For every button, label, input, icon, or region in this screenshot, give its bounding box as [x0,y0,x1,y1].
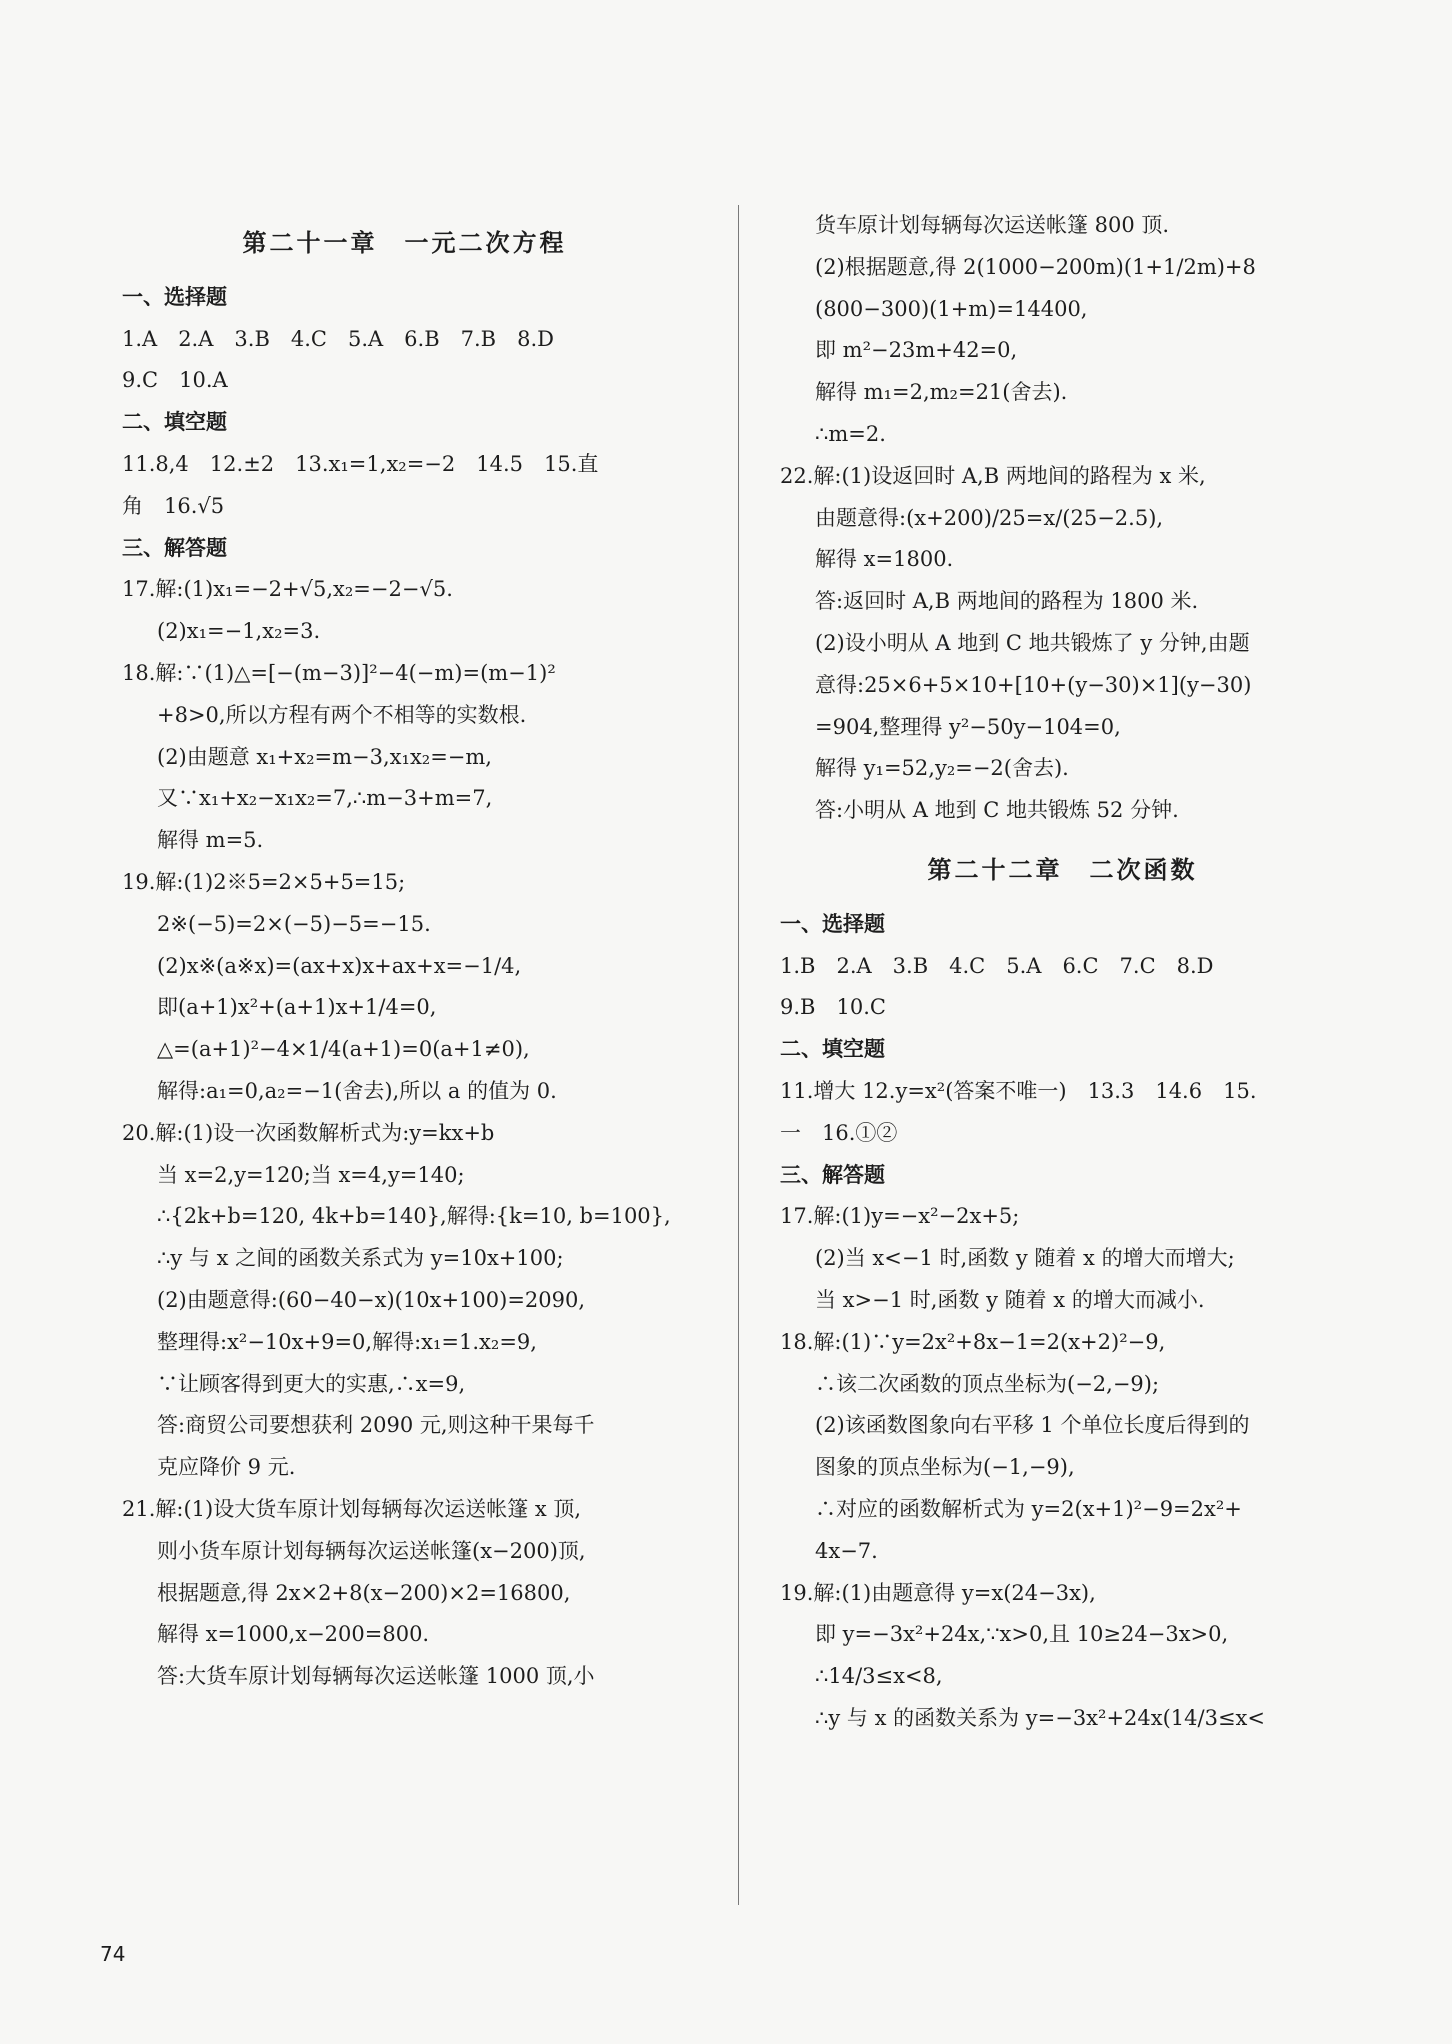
answer-line: (2)x※(a※x)=(ax+x)x+ax+x=−1/4, [157,953,522,978]
answer-line: 1.A 2.A 3.B 4.C 5.A 6.B 7.B 8.D [122,326,554,351]
answer-line: 2※(−5)=2×(−5)−5=−15. [157,911,431,936]
answer-line: (2)根据题意,得 2(1000−200m)(1+1/2m)+8 [815,254,1256,279]
answer-line: 则小货车原计划每辆每次运送帐篷(x−200)顶, [157,1538,586,1563]
answer-line: 9.B 10.C [780,995,886,1020]
answer-line: ∴14/3≤x<8, [815,1664,943,1689]
answer-line: (2)该函数图象向右平移 1 个单位长度后得到的 [815,1413,1250,1438]
chapter-title: 第二十一章 一元二次方程 [242,229,567,257]
answer-line: ∴y 与 x 的函数关系为 y=−3x²+24x(14/3≤x< [815,1705,1265,1730]
answer-line: (2)当 x<−1 时,函数 y 随着 x 的增大而增大; [815,1246,1235,1271]
answer-line: (2)由题意 x₁+x₂=m−3,x₁x₂=−m, [157,744,492,769]
answer-line: △=(a+1)²−4×1/4(a+1)=0(a+1≠0), [157,1037,530,1062]
answer-line: 11.增大 12.y=x²(答案不唯一) 13.3 14.6 15. [780,1078,1257,1103]
answer-line: 19.解:(1)由题意得 y=x(24−3x), [780,1580,1096,1605]
answer-line: 又∵x₁+x₂−x₁x₂=7,∴m−3+m=7, [157,786,493,811]
answer-line: 答:返回时 A,B 两地间的路程为 1800 米. [815,589,1199,614]
answer-line: ∴该二次函数的顶点坐标为(−2,−9); [815,1371,1160,1396]
answer-line: 当 x=2,y=120;当 x=4,y=140; [157,1162,465,1187]
answer-line: 9.C 10.A [122,368,228,393]
answer-line: 17.解:(1)y=−x²−2x+5; [780,1204,1020,1229]
answer-line: ∴对应的函数解析式为 y=2(x+1)²−9=2x²+ [815,1496,1242,1521]
answer-line: 答:小明从 A 地到 C 地共锻炼 52 分钟. [815,798,1179,823]
answer-line: (2)x₁=−1,x₂=3. [157,619,321,644]
answer-line: 20.解:(1)设一次函数解析式为:y=kx+b [122,1120,495,1145]
answer-line: 解得 x=1000,x−200=800. [157,1622,430,1647]
answer-line: 解得:a₁=0,a₂=−1(舍去),所以 a 的值为 0. [157,1078,557,1103]
section-heading: 一、选择题 [780,911,885,936]
answer-line: ∴{2k+b=120, 4k+b=140},解得:{k=10, b=100}, [157,1204,671,1229]
answer-line: 由题意得:(x+200)/25=x/(25−2.5), [815,505,1164,530]
answer-line: 根据题意,得 2x×2+8(x−200)×2=16800, [157,1580,571,1605]
left-lines [122,277,687,1698]
answer-line: 角 16.√5 [122,493,225,518]
answer-line: 11.8,4 12.±2 13.x₁=1,x₂=−2 14.5 15.直 [122,451,599,476]
answer-line: (2)由题意得:(60−40−x)(10x+100)=2090, [157,1287,586,1312]
answer-line: 解得 m₁=2,m₂=21(舍去). [815,380,1068,405]
left-column [122,205,687,1698]
answer-line: 22.解:(1)设返回时 A,B 两地间的路程为 x 米, [780,463,1206,488]
section-heading: 一、选择题 [122,284,227,309]
answer-line: (2)设小明从 A 地到 C 地共锻炼了 y 分钟,由题 [815,630,1250,655]
answer-line: 1.B 2.A 3.B 4.C 5.A 6.C 7.C 8.D [780,953,1214,978]
answer-line: 即 m²−23m+42=0, [815,338,1018,363]
answer-line: 18.解:(1)∵y=2x²+8x−1=2(x+2)²−9, [780,1329,1166,1354]
right-lines-before [780,205,1345,832]
section-heading: 二、填空题 [122,410,227,435]
answer-line: 一 16.①② [780,1120,898,1145]
answer-line: 克应降价 9 元. [157,1455,296,1480]
column-divider [738,205,739,1905]
answer-line: 19.解:(1)2※5=2×5+5=15; [122,869,406,894]
right-column [780,205,1345,1740]
answer-line: +8>0,所以方程有两个不相等的实数根. [157,702,527,727]
answer-line: ∴y 与 x 之间的函数关系式为 y=10x+100; [157,1246,564,1271]
answer-line: 解得 m=5. [157,828,264,853]
answer-line: (800−300)(1+m)=14400, [815,296,1088,321]
chapter-title: 第二十二章 二次函数 [927,855,1198,884]
answer-line: =904,整理得 y²−50y−104=0, [815,714,1121,739]
answer-line: 17.解:(1)x₁=−2+√5,x₂=−2−√5. [122,577,453,602]
answer-line: 货车原计划每辆每次运送帐篷 800 顶. [815,213,1170,237]
answer-line: 即 y=−3x²+24x,∵x>0,且 10≥24−3x>0, [815,1622,1229,1647]
answer-line: 18.解:∵(1)△=[−(m−3)]²−4(−m)=(m−1)² [122,660,556,685]
answer-line: 答:商贸公司要想获利 2090 元,则这种干果每千 [157,1413,595,1438]
section-heading: 三、解答题 [122,535,227,560]
answer-line: 图象的顶点坐标为(−1,−9), [815,1455,1075,1480]
answer-line: 21.解:(1)设大货车原计划每辆每次运送帐篷 x 顶, [122,1496,582,1521]
answer-line: ∴m=2. [815,421,886,446]
answer-line: ∵让顾客得到更大的实惠,∴x=9, [157,1371,466,1396]
section-heading: 二、填空题 [780,1037,885,1062]
answer-line: 整理得:x²−10x+9=0,解得:x₁=1.x₂=9, [157,1329,537,1354]
answer-line: 意得:25×6+5×10+[10+(y−30)×1](y−30) [815,672,1252,697]
answer-line: 解得 x=1800. [815,547,954,572]
answer-line: 解得 y₁=52,y₂=−2(舍去). [815,756,1069,781]
answer-line: 当 x>−1 时,函数 y 随着 x 的增大而减小. [815,1287,1205,1312]
section-heading: 三、解答题 [780,1162,885,1187]
answer-line: 4x−7. [815,1538,878,1563]
page-number: 74 [100,1942,126,1966]
answer-line: 即(a+1)x²+(a+1)x+1/4=0, [157,995,437,1020]
answer-line: 答:大货车原计划每辆每次运送帐篷 1000 顶,小 [157,1664,595,1689]
right-lines-after [780,904,1345,1740]
